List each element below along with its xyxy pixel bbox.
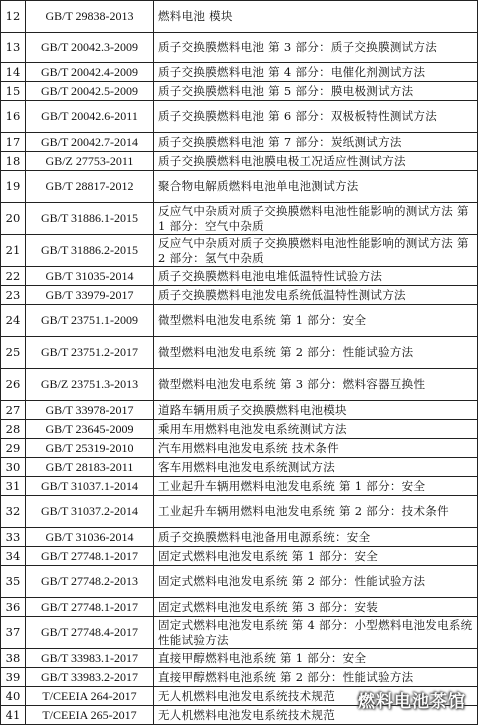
standard-code: GB/T 33983.2-2017: [26, 668, 154, 687]
standard-title: 质子交换膜燃料电池 第 7 部分：炭纸测试方法: [154, 133, 478, 152]
table-row: [1, 305, 478, 337]
row-number: 13: [1, 33, 26, 63]
standard-title: 直接甲醇燃料电池系统 第 1 部分：安全: [154, 649, 478, 668]
row-number: 27: [1, 401, 26, 420]
standard-title: 燃料电池 模块: [154, 1, 478, 33]
row-number: 34: [1, 547, 26, 566]
standard-code: T/CEEIA 264-2017: [26, 687, 154, 706]
row-number: 38: [1, 649, 26, 668]
table-row: [1, 401, 478, 420]
table-row: [1, 267, 478, 286]
row-number: 40: [1, 687, 26, 706]
table-row: [1, 133, 478, 152]
standard-title: 微型燃料电池发电系统 第 3 部分：燃料容器互换性: [154, 369, 478, 401]
row-number: 39: [1, 668, 26, 687]
standard-title: 质子交换膜燃料电池备用电源系统：安全: [154, 528, 478, 547]
row-number: 37: [1, 617, 26, 649]
standard-title: 质子交换膜燃料电池膜电极工况适应性测试方法: [154, 152, 478, 171]
table-row: [1, 82, 478, 101]
standard-title: 微型燃料电池发电系统 第 2 部分：性能试验方法: [154, 337, 478, 369]
standard-code: GB/T 23751.2-2017: [26, 337, 154, 369]
row-number: 19: [1, 171, 26, 203]
table-row: [1, 171, 478, 203]
standard-title: 固定式燃料电池发电系统 第 4 部分：小型燃料电池发电系统性能试验方法: [154, 617, 478, 649]
standard-code: GB/T 25319-2010: [26, 439, 154, 458]
watermark: 燃料电池茶馆: [358, 692, 466, 712]
standard-code: GB/Z 27753-2011: [26, 152, 154, 171]
row-number: 20: [1, 203, 26, 235]
table-row: [1, 1, 478, 33]
table-row: [1, 496, 478, 528]
standard-code: GB/T 31035-2014: [26, 267, 154, 286]
standard-title: 反应气中杂质对质子交换膜燃料电池性能影响的测试方法 第 2 部分：氢气中杂质: [154, 235, 478, 267]
standard-code: GB/T 29838-2013: [26, 1, 154, 33]
standard-title: 质子交换膜燃料电池电堆低温特性试验方法: [154, 267, 478, 286]
standard-code: GB/T 27748.1-2017: [26, 598, 154, 617]
standard-title: 固定式燃料电池发电系统 第 1 部分：安全: [154, 547, 478, 566]
standard-code: GB/T 33979-2017: [26, 286, 154, 305]
row-number: 36: [1, 598, 26, 617]
standard-title: 质子交换膜燃料电池 第 6 部分：双极板特性测试方法: [154, 101, 478, 133]
standard-code: GB/T 33983.1-2017: [26, 649, 154, 668]
standard-title: 微型燃料电池发电系统 第 1 部分：安全: [154, 305, 478, 337]
standard-code: GB/T 31886.1-2015: [26, 203, 154, 235]
row-number: 14: [1, 63, 26, 82]
row-number: 30: [1, 458, 26, 477]
row-number: 21: [1, 235, 26, 267]
standard-code: GB/T 33978-2017: [26, 401, 154, 420]
table-row: [1, 458, 478, 477]
table-row: [1, 598, 478, 617]
row-number: 23: [1, 286, 26, 305]
row-number: 12: [1, 1, 26, 33]
standard-code: GB/T 27748.1-2017: [26, 547, 154, 566]
standard-title: 质子交换膜燃料电池 第 4 部分：电催化剂测试方法: [154, 63, 478, 82]
standard-code: GB/T 20042.6-2011: [26, 101, 154, 133]
row-number: 15: [1, 82, 26, 101]
table-row: [1, 369, 478, 401]
row-number: 29: [1, 439, 26, 458]
standard-code: GB/T 23751.1-2009: [26, 305, 154, 337]
standard-code: GB/T 28183-2011: [26, 458, 154, 477]
row-number: 31: [1, 477, 26, 496]
table-row: [1, 152, 478, 171]
table-row: [1, 203, 478, 235]
standard-code: GB/T 20042.3-2009: [26, 33, 154, 63]
standard-title: 质子交换膜燃料电池 第 5 部分：膜电极测试方法: [154, 82, 478, 101]
table-row: [1, 33, 478, 63]
standard-title: 聚合物电解质燃料电池单电池测试方法: [154, 171, 478, 203]
standard-code: GB/T 27748.4-2017: [26, 617, 154, 649]
standard-title: 固定式燃料电池发电系统 第 2 部分：性能试验方法: [154, 566, 478, 598]
table-row: [1, 286, 478, 305]
standard-code: GB/T 20042.4-2009: [26, 63, 154, 82]
row-number: 17: [1, 133, 26, 152]
standard-code: GB/T 20042.5-2009: [26, 82, 154, 101]
table-row: [1, 337, 478, 369]
standard-title: 固定式燃料电池发电系统 第 3 部分：安装: [154, 598, 478, 617]
row-number: 41: [1, 706, 26, 725]
standard-title: 无人机燃料电池发电系统技术规范: [154, 706, 478, 725]
row-number: 16: [1, 101, 26, 133]
table-row: [1, 63, 478, 82]
standard-title: 反应气中杂质对质子交换膜燃料电池性能影响的测试方法 第 1 部分：空气中杂质: [154, 203, 478, 235]
standard-title: 无人机燃料电池发电系统技术规范: [154, 687, 478, 706]
standard-title: 道路车辆用质子交换膜燃料电池模块: [154, 401, 478, 420]
standard-code: GB/T 31036-2014: [26, 528, 154, 547]
row-number: 28: [1, 420, 26, 439]
standard-code: GB/T 31037.1-2014: [26, 477, 154, 496]
table-row: [1, 668, 478, 687]
table-row: [1, 235, 478, 267]
row-number: 25: [1, 337, 26, 369]
table-row: [1, 566, 478, 598]
standard-code: GB/T 27748.2-2013: [26, 566, 154, 598]
standard-code: T/CEEIA 265-2017: [26, 706, 154, 725]
standard-title: 直接甲醇燃料电池系统 第 2 部分：性能试验方法: [154, 668, 478, 687]
table-row: [1, 420, 478, 439]
table-row: [1, 101, 478, 133]
standard-code: GB/T 31037.2-2014: [26, 496, 154, 528]
standard-code: GB/T 31886.2-2015: [26, 235, 154, 267]
standards-table-body: [1, 1, 478, 725]
row-number: 22: [1, 267, 26, 286]
standard-title: 乘用车用燃料电池发电系统测试方法: [154, 420, 478, 439]
standard-title: 工业起升车辆用燃料电池发电系统 第 2 部分：技术条件: [154, 496, 478, 528]
standard-title: 客车用燃料电池发电系统测试方法: [154, 458, 478, 477]
row-number: 33: [1, 528, 26, 547]
table-row: [1, 547, 478, 566]
standard-title: 质子交换膜燃料电池发电系统低温特性测试方法: [154, 286, 478, 305]
standard-title: 质子交换膜燃料电池 第 3 部分：质子交换膜测试方法: [154, 33, 478, 63]
standard-code: GB/T 28817-2012: [26, 171, 154, 203]
row-number: 26: [1, 369, 26, 401]
standard-code: GB/Z 23751.3-2013: [26, 369, 154, 401]
table-row: [1, 477, 478, 496]
table-row: [1, 439, 478, 458]
row-number: 32: [1, 496, 26, 528]
row-number: 24: [1, 305, 26, 337]
standard-code: GB/T 23645-2009: [26, 420, 154, 439]
table-row: [1, 528, 478, 547]
standard-title: 工业起升车辆用燃料电池发电系统 第 1 部分：安全: [154, 477, 478, 496]
table-row: [1, 649, 478, 668]
standard-code: GB/T 20042.7-2014: [26, 133, 154, 152]
table-row: [1, 617, 478, 649]
row-number: 18: [1, 152, 26, 171]
row-number: 35: [1, 566, 26, 598]
standard-title: 汽车用燃料电池发电系统 技术条件: [154, 439, 478, 458]
